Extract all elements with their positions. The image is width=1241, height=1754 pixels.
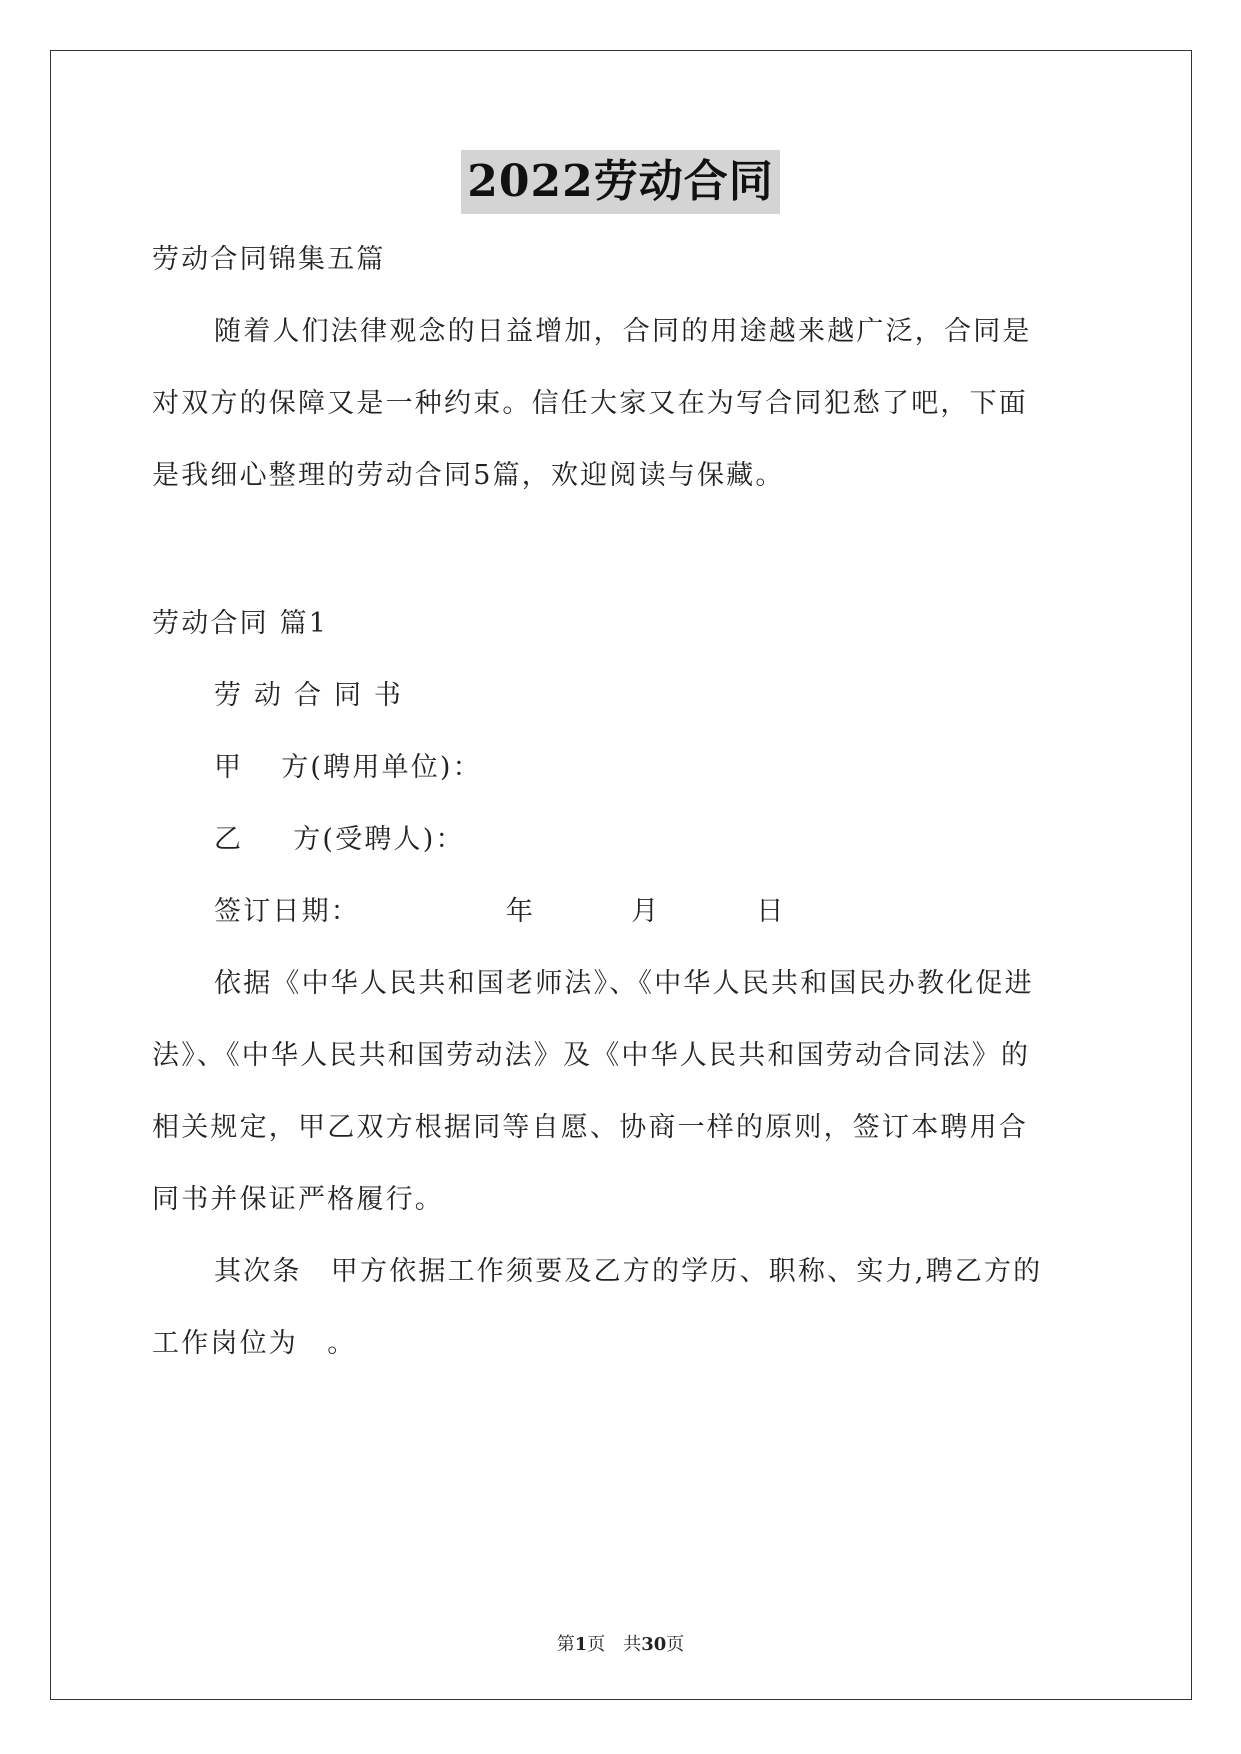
basis-line: 相关规定，甲乙双方根据同等自愿、协商一样的原则，签订本聘用合 [152,1112,1028,1143]
clause2-line: 其次条 甲方依据工作须要及乙方的学历、职称、实力,聘乙方的 [214,1256,1043,1287]
sign-date-year: 年 [506,896,536,927]
page-footer [0,1630,1241,1656]
sign-date-label: 签订日期： [214,896,360,927]
party-a-label: 甲 [214,752,244,783]
footer-page-number: 1 [574,1634,588,1655]
sign-date-day: 日 [756,896,786,927]
sign-date-month: 月 [631,896,661,927]
sign-date-line [214,892,1092,932]
section-heading: 劳动合同 篇1 [152,608,329,639]
party-b-line [214,820,1092,860]
basis-line: 依据《中华人民共和国老师法》、《中华人民共和国民办教化促进 [214,968,1034,999]
footer-total-pages: 30 [641,1634,667,1655]
party-a-text: 方(聘用单位)： [281,752,482,783]
title-container [0,150,1241,214]
basis-line: 同书并保证严格履行。 [152,1184,444,1215]
subtitle: 劳动合同锦集五篇 [152,244,386,275]
footer-suffix: 页 [666,1634,685,1655]
page-border [50,50,1192,1700]
footer-prefix: 第 [556,1634,575,1655]
party-a-line [214,748,1092,788]
intro-line: 随着人们法律观念的日益增加，合同的用途越来越广泛，合同是 [214,316,1032,347]
clause2-line: 工作岗位为 。 [152,1328,357,1359]
contract-title: 劳 动 合 同 书 [214,680,404,711]
document-title: 2022劳动合同 [461,150,779,214]
party-b-label: 乙 [214,824,244,855]
party-b-text: 方(受聘人)： [293,824,465,855]
footer-mid: 页 共 [587,1634,642,1655]
intro-line: 对双方的保障又是一种约束。信任大家又在为写合同犯愁了吧，下面 [152,388,1028,419]
intro-line: 是我细心整理的劳动合同5篇，欢迎阅读与保藏。 [152,460,785,491]
basis-line: 法》、《中华人民共和国劳动法》及《中华人民共和国劳动合同法》的 [152,1040,1031,1071]
